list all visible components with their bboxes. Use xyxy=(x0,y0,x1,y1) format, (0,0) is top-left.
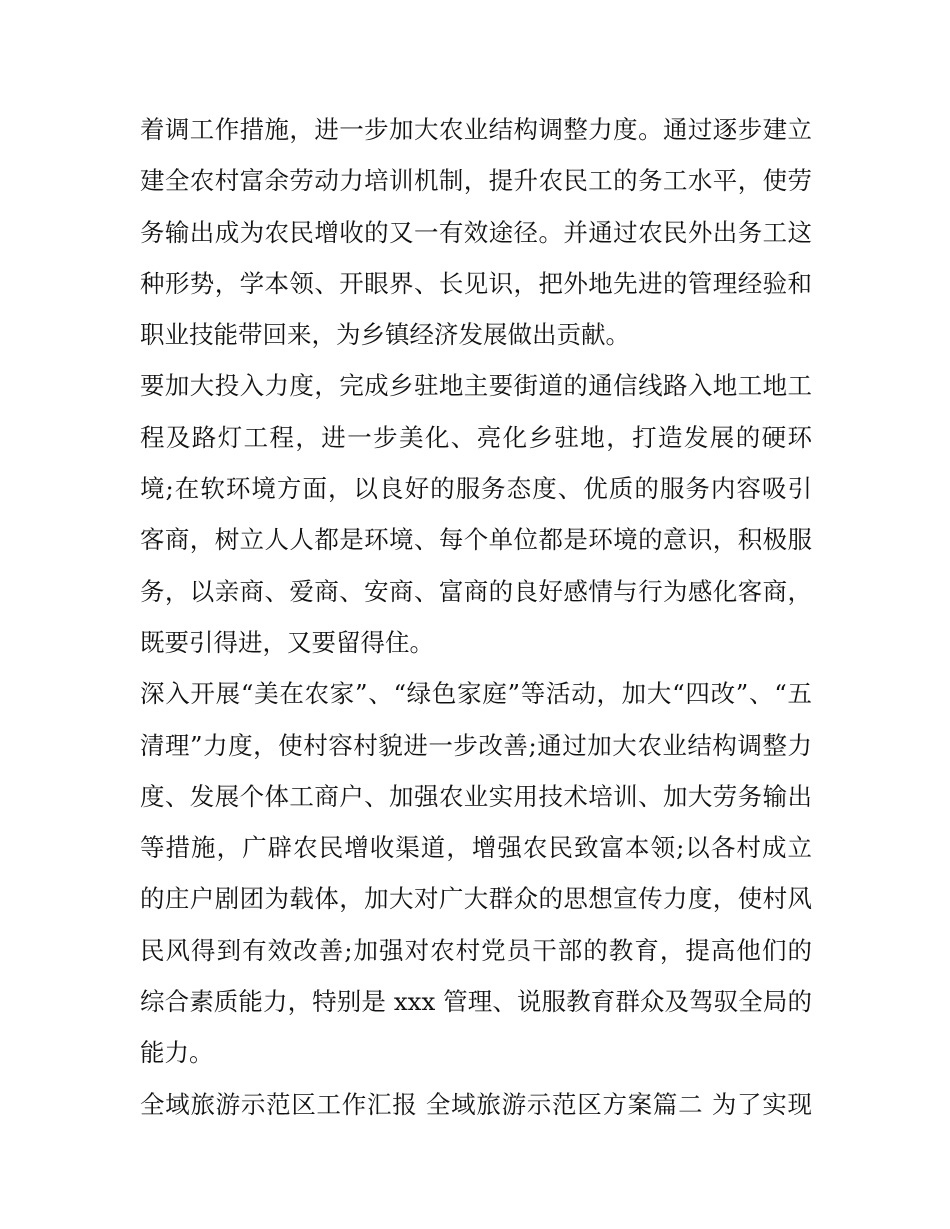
text-line: 种形势，学本领、开眼界、长见识，把外地先进的管理经验和 xyxy=(140,268,812,298)
text-line: 建全农村富余劳动力培训机制，提升农民工的务工水平，使劳 xyxy=(140,166,812,196)
text-line: 职业技能带回来，为乡镇经济发展做出贡献。 xyxy=(140,320,630,350)
text-line: 着调工作措施，进一步加大农业结构调整力度。通过逐步建立 xyxy=(140,115,812,144)
text-line: 的庄户剧团为载体，加大对广大群众的思想宣传力度，使村风 xyxy=(140,884,812,914)
text-line: 务，以亲商、爱商、安商、富商的良好感情与行为感化客商， xyxy=(140,576,812,606)
text-line: 清理”力度，使村容村貌进一步改善;通过加大农业结构调整力 xyxy=(140,730,812,760)
paragraph-3 xyxy=(140,668,812,1078)
paragraph-4 xyxy=(140,1079,812,1130)
text-line: 既要引得进，又要留得住。 xyxy=(140,627,434,657)
text-line: 要加大投入力度，完成乡驻地主要街道的通信线路入地工地工 xyxy=(140,371,812,401)
text-line: 等措施，广辟农民增收渠道，增强农民致富本领;以各村成立 xyxy=(140,833,812,863)
text-line: 度、发展个体工商户、加强农业实用技术培训、加大劳务输出 xyxy=(140,781,812,811)
text-line: 综合素质能力，特别是 xxx 管理、说服教育群众及驾驭全局的 xyxy=(140,987,812,1017)
text-line: 境;在软环境方面，以良好的服务态度、优质的服务内容吸引 xyxy=(140,474,812,504)
paragraph-1 xyxy=(140,104,812,360)
text-line: 深入开展“美在农家”、“绿色家庭”等活动，加大“四改”、“五 xyxy=(140,679,812,709)
text-line: 全域旅游示范区工作汇报 全域旅游示范区方案篇二 为了实现 xyxy=(140,1089,812,1119)
paragraph-2 xyxy=(140,360,812,668)
document-body xyxy=(140,104,812,1130)
text-line: 民风得到有效改善;加强对农村党员干部的教育，提高他们的 xyxy=(140,935,812,965)
text-line: 能力。 xyxy=(140,1038,214,1068)
text-line: 务输出成为农民增收的又一有效途径。并通过农民外出务工这 xyxy=(140,217,812,247)
text-line: 程及路灯工程，进一步美化、亮化乡驻地，打造发展的硬环 xyxy=(140,422,812,452)
text-line: 客商，树立人人都是环境、每个单位都是环境的意识，积极服 xyxy=(140,525,812,555)
